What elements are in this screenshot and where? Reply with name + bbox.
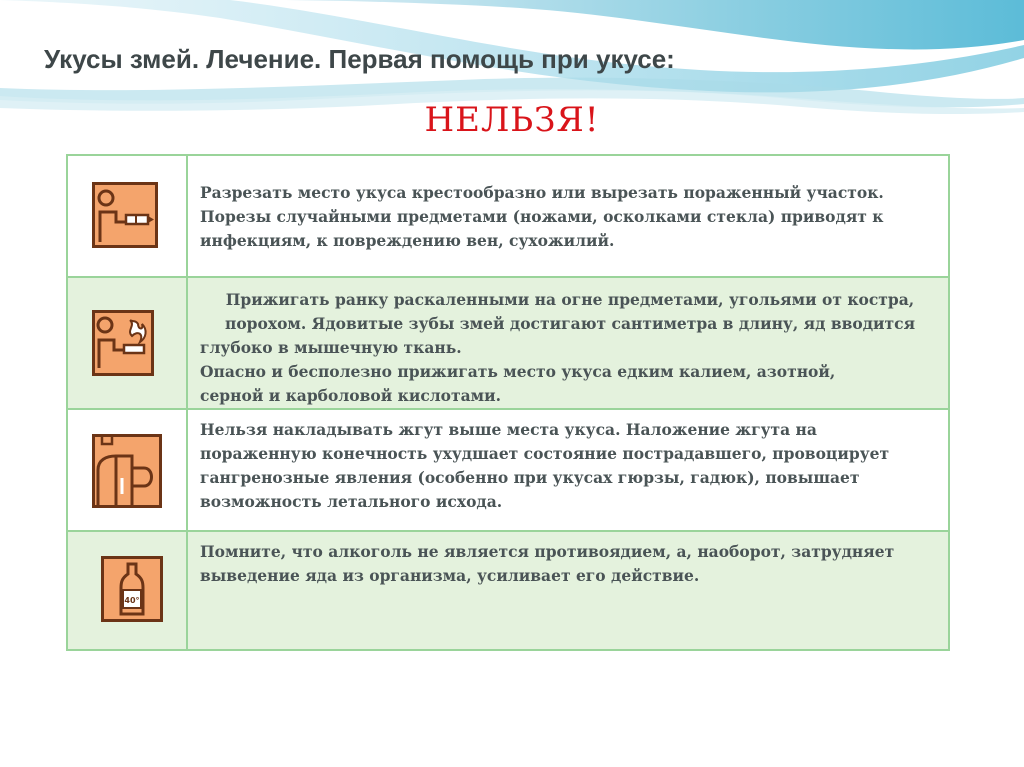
rule-text-line: серной и карболовой кислотами. (200, 386, 502, 405)
rule-icon-cell (68, 156, 188, 276)
bottle-label: 40° (124, 596, 140, 605)
rule-text-line: Разрезать место укуса крестообразно или вырезать пораженный участок. (200, 183, 884, 202)
cutting-wound-icon (92, 182, 158, 248)
rule-text-line: Опасно и бесполезно прижигать место укуса едким калием, азотной, (200, 362, 836, 381)
rule-row (68, 530, 948, 649)
rule-text-line: Помните, что алкоголь не является противоядием, а, наоборот, затрудняет (200, 542, 895, 561)
rule-icon-cell (68, 278, 188, 408)
rule-text-line: инфекциям, к повреждению вен, сухожилий. (200, 231, 615, 250)
rule-row (68, 408, 948, 530)
rule-text-line: возможность летального исхода. (200, 492, 503, 511)
rule-text-line: выведение яда из организма, усиливает его действие. (200, 566, 700, 585)
rule-icon-cell (68, 532, 188, 649)
forbidden-heading: НЕЛЬЗЯ! (424, 100, 600, 140)
rule-text (200, 181, 940, 253)
rule-text-line: Прижигать ранку раскаленными на огне предметами, угольями от костра, (225, 290, 915, 309)
rule-row (68, 276, 948, 408)
rule-text-line: пораженную конечность ухудшает состояние пострадавшего, провоцирует (200, 444, 890, 463)
rule-text-line: гангренозные явления (особенно при укусах гюрзы, гадюк), повышает (200, 468, 860, 487)
rule-text-line: глубоко в мышечную ткань. (200, 338, 462, 357)
rule-text-line: Порезы случайными предметами (ножами, осколками стекла) приводят к (200, 207, 884, 226)
tourniquet-icon (92, 434, 164, 508)
alcohol-bottle-icon (101, 556, 163, 622)
rule-row (68, 156, 948, 276)
rules-table (66, 154, 950, 651)
rule-text-line: порохом. Ядовитые зубы змей достигают сантиметра в длину, яд вводится (224, 314, 916, 333)
cauterize-fire-icon (92, 310, 154, 376)
rule-text (200, 540, 940, 588)
rule-icon-cell (68, 410, 188, 530)
rule-text (200, 418, 940, 514)
rule-text-line: Нельзя накладывать жгут выше места укуса. Наложение жгута на (200, 420, 817, 439)
slide-title: Укусы змей. Лечение. Первая помощь при укусе: (44, 44, 675, 74)
rule-text (200, 288, 940, 408)
